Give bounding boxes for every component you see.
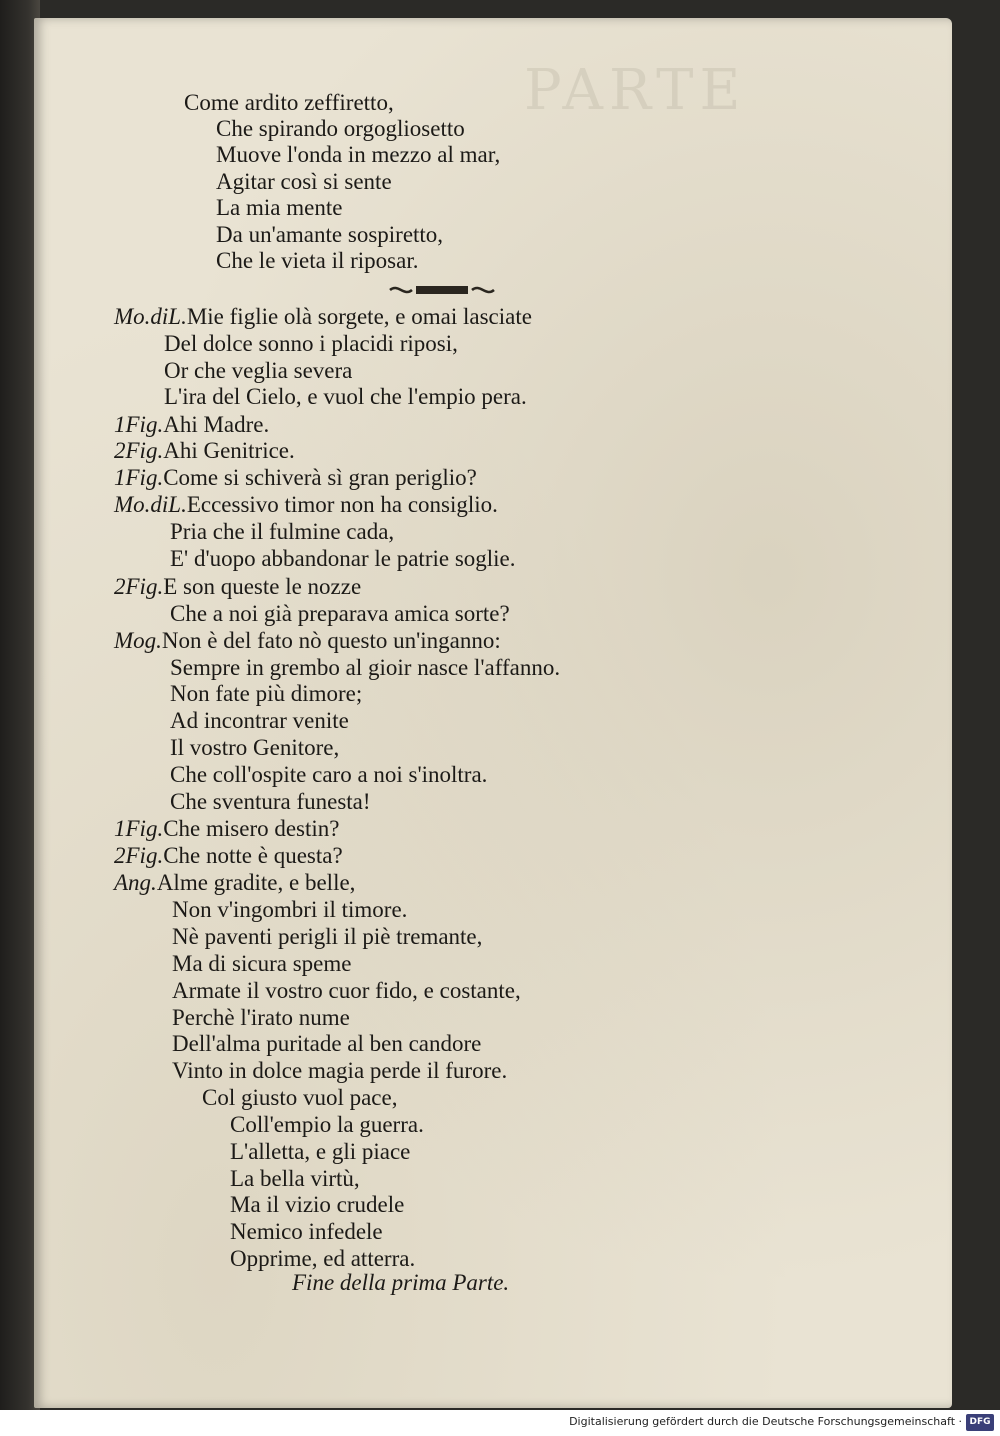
verse-text: Il vostro Genitore, [170, 735, 340, 760]
ornament-divider [386, 281, 498, 299]
text-line [216, 248, 418, 274]
text-line [230, 1139, 410, 1165]
verse-text: Nè paventi perigli il piè tremante, [172, 924, 483, 949]
verse-text: Armate il vostro cuor fido, e costante, [172, 978, 521, 1003]
text-line [172, 897, 407, 923]
text-line [114, 304, 532, 330]
text-line [202, 1085, 397, 1111]
verse-text: Che sventura funesta! [170, 789, 371, 814]
verse-text: Opprime, ed atterra. [230, 1246, 416, 1271]
text-line [164, 331, 458, 357]
verse-text: E son queste le nozze [163, 574, 362, 599]
verse-text: Che misero destin? [163, 816, 340, 841]
text-line [230, 1192, 404, 1218]
verse-text: Non fate più dimore; [170, 681, 363, 706]
verse-text: Ahi Madre. [163, 412, 270, 437]
text-line [216, 195, 342, 221]
text-line [114, 465, 477, 491]
verse-text: Che coll'ospite caro a noi s'inoltra. [170, 762, 488, 787]
speaker-label: 2Fig. [114, 843, 164, 868]
show-through-text: PARTE [524, 58, 747, 123]
speaker-label: Mo.diL. [114, 492, 187, 517]
text-line [170, 546, 516, 572]
verse-text: Non v'ingombri il timore. [172, 897, 408, 922]
footer-credit: Digitalisierung gefördert durch die Deutsche Forschungsgemeinschaft · [569, 1415, 962, 1428]
verse-text: Agitar così si sente [216, 169, 392, 194]
text-line [172, 924, 482, 950]
text-line [216, 169, 392, 195]
text-line [114, 438, 295, 464]
verse-text: Vinto in dolce magia perde il furore. [172, 1058, 508, 1083]
text-line [164, 358, 352, 384]
text-line [170, 601, 510, 627]
verse-text: Or che veglia severa [164, 358, 353, 383]
text-line [170, 519, 394, 545]
text-line [170, 789, 371, 815]
verse-text: Ad incontrar venite [170, 708, 349, 733]
text-line [184, 90, 394, 116]
text-line [114, 492, 498, 518]
verse-text: Coll'empio la guerra. [230, 1112, 424, 1137]
book-page [34, 18, 952, 1408]
verse-text: Da un'amante sospiretto, [216, 222, 444, 247]
verse-text: E' d'uopo abbandonar le patrie soglie. [170, 546, 516, 571]
verse-text: Dell'alma puritade al ben candore [172, 1031, 482, 1056]
text-line [170, 708, 349, 734]
verse-text: L'alletta, e gli piace [230, 1139, 411, 1164]
text-line [216, 116, 465, 142]
verse-text: Come ardito zeffiretto, [184, 90, 394, 115]
verse-text: Nemico infedele [230, 1219, 383, 1244]
text-line [114, 843, 343, 869]
verse-text: Che spirando orgogliosetto [216, 116, 465, 141]
verse-text: L'ira del Cielo, e vuol che l'empio pera. [164, 384, 527, 409]
text-line [230, 1166, 360, 1192]
text-line [172, 978, 521, 1004]
verse-text: Non è del fato nò questo un'inganno: [161, 628, 501, 653]
verse-text: Che le vieta il riposar. [216, 248, 419, 273]
verse-text: La bella virtù, [230, 1166, 360, 1191]
text-line [114, 816, 340, 842]
verse-text: Perchè l'irato nume [172, 1005, 350, 1030]
footer-bar [0, 1410, 1000, 1436]
verse-text: Eccessivo timor non ha consiglio. [186, 492, 498, 517]
text-line [172, 951, 351, 977]
verse-text: Alme gradite, e belle, [156, 870, 356, 895]
text-line [172, 1058, 507, 1084]
speaker-label: 1Fig. [114, 465, 164, 490]
text-line [172, 1005, 350, 1031]
verse-text: La mia mente [216, 195, 343, 220]
verse-text: Sempre in grembo al gioir nasce l'affanno. [170, 655, 561, 680]
text-line [170, 735, 339, 761]
text-line [170, 681, 362, 707]
verse-text: Muove l'onda in mezzo al mar, [216, 142, 501, 167]
text-line [230, 1246, 415, 1272]
text-line [114, 628, 501, 654]
verse-text: Pria che il fulmine cada, [170, 519, 395, 544]
closing-line: Fine della prima Parte. [292, 1270, 510, 1295]
verse-text: Che a noi già preparava amica sorte? [170, 601, 510, 626]
text-line [114, 574, 361, 600]
text-line [230, 1112, 424, 1138]
verse-text: Che notte è questa? [163, 843, 343, 868]
speaker-label: 1Fig. [114, 816, 164, 841]
speaker-label: 2Fig. [114, 574, 164, 599]
speaker-label: Ang. [114, 870, 157, 895]
speaker-label: 2Fig. [114, 438, 164, 463]
dfg-logo: DFG [966, 1414, 994, 1431]
verse-text: Del dolce sonno i placidi riposi, [164, 331, 458, 356]
speaker-label: 1Fig. [114, 412, 164, 437]
speaker-label: Mog. [114, 628, 162, 653]
text-line [114, 412, 269, 438]
verse-text: Come si schiverà sì gran periglio? [163, 465, 477, 490]
text-line [230, 1219, 383, 1245]
verse-text: Ahi Genitrice. [163, 438, 295, 463]
text-line [170, 655, 560, 681]
text-line [216, 142, 500, 168]
verse-text: Ma il vizio crudele [230, 1192, 405, 1217]
text-line [164, 384, 527, 410]
text-line [170, 762, 487, 788]
verse-text: Mie figlie olà sorgete, e omai lasciate [186, 304, 532, 329]
text-line [172, 1031, 481, 1057]
verse-text: Ma di sicura speme [172, 951, 352, 976]
speaker-label: Mo.diL. [114, 304, 187, 329]
verse-text: Col giusto vuol pace, [202, 1085, 398, 1110]
text-line [216, 222, 443, 248]
text-line [114, 870, 355, 896]
